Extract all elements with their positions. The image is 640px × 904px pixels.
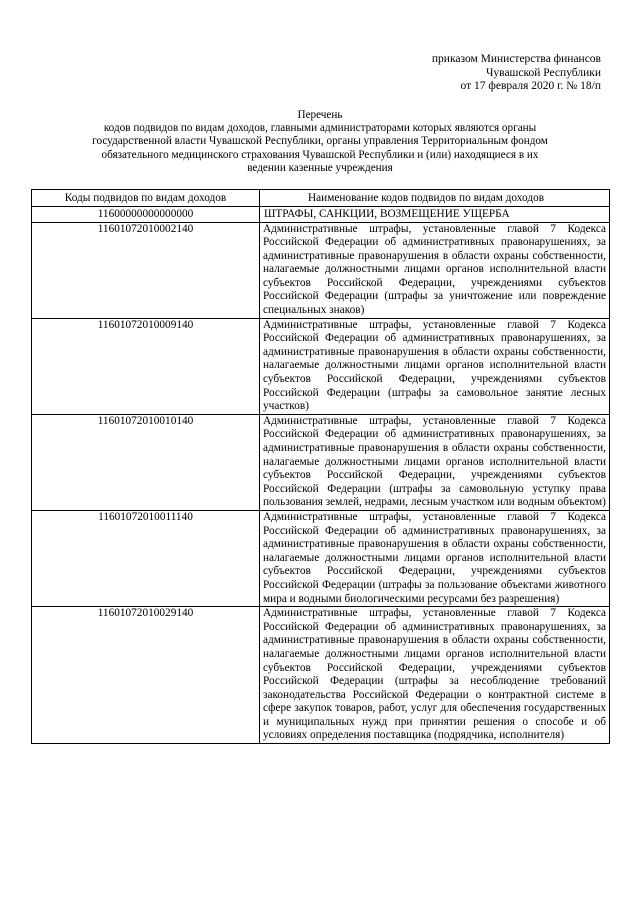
order-reference [301,53,601,94]
row-code: 11601072010029140 [32,607,260,744]
order-reference-line-3: от 17 февраля 2020 г. № 18/п [460,80,601,92]
document-title [80,109,560,175]
header-codes: Коды подвидов по видам доходов [32,190,260,207]
section-code: 11600000000000000 [32,206,260,222]
row-description: Административные штрафы, установленные главой 7 Кодекса Российской Федерации об административных правонарушениях, за административные правонарушения в области охраны собственности, налагаемые должностными лицами органов исполнительной власти субъектов Российской Федерации, учреждениями субъектов Российской Федерации (штрафы за несоблюдение требований законодательства Российской Федерации о контрактной системе в сфере закупок товаров, работ, услуг для обеспечения государственных и муниципальных нужд при принятии решения о способе и об условиях определения поставщика (подрядчика, исполнителя) [260,607,610,744]
table-row [32,414,610,510]
title-line-2: государственной власти Чувашской Республики, органы управления Территориальным фондом [92,135,548,148]
table-header-row [32,190,610,207]
row-description: Административные штрафы, установленные главой 7 Кодекса Российской Федерации об административных правонарушениях, за административные правонарушения в области охраны собственности, налагаемые должностными лицами органов исполнительной власти субъектов Российской Федерации, учреждениями субъектов Российской Федерации (штрафы за самовольное занятие лесных участков) [260,318,610,414]
title-line-4: ведении казенные учреждения [247,161,393,174]
table-row [32,607,610,744]
header-names: Наименование кодов подвидов по видам доходов [260,190,610,207]
section-row [32,206,610,222]
order-reference-line-1: приказом Министерства финансов [431,53,601,65]
row-description: Административные штрафы, установленные главой 7 Кодекса Российской Федерации об административных правонарушениях, за административные правонарушения в области охраны собственности, налагаемые должностными лицами органов исполнительной власти субъектов Российской Федерации, учреждениями субъектов Российской Федерации (штрафы за уничтожение или повреждение специальных знаков) [260,222,610,318]
row-description: Административные штрафы, установленные главой 7 Кодекса Российской Федерации об административных правонарушениях, за административные правонарушения в области охраны собственности, налагаемые должностными лицами органов исполнительной власти субъектов Российской Федерации, учреждениями субъектов Российской Федерации (штрафы за самовольную уступку права пользования землей, недрами, лесным участком или водным объектом) [260,414,610,510]
title-line-3: обязательного медицинского страхования Чувашской Республики и (или) находящиеся в их [101,148,539,161]
table-row [32,318,610,414]
title-heading: Перечень [297,109,343,121]
row-code: 11601072010011140 [32,510,260,606]
title-line-1: кодов подвидов по видам доходов, главными администраторами которых являются органы [103,122,537,135]
table-row [32,222,610,318]
income-codes-table [31,189,610,744]
table-row [32,510,610,606]
row-description: Административные штрафы, установленные главой 7 Кодекса Российской Федерации об административных правонарушениях, за административные правонарушения в области охраны собственности, налагаемые должностными лицами органов исполнительной власти субъектов Российской Федерации, учреждениями субъектов Российской Федерации (штрафы за пользование объектами животного мира и водными биологическими ресурсами без разрешения) [260,510,610,606]
order-reference-line-2: Чувашской Республики [485,66,601,79]
row-code: 11601072010002140 [32,222,260,318]
row-code: 11601072010009140 [32,318,260,414]
row-code: 11601072010010140 [32,414,260,510]
section-name: ШТРАФЫ, САНКЦИИ, ВОЗМЕЩЕНИЕ УЩЕРБА [260,206,610,222]
